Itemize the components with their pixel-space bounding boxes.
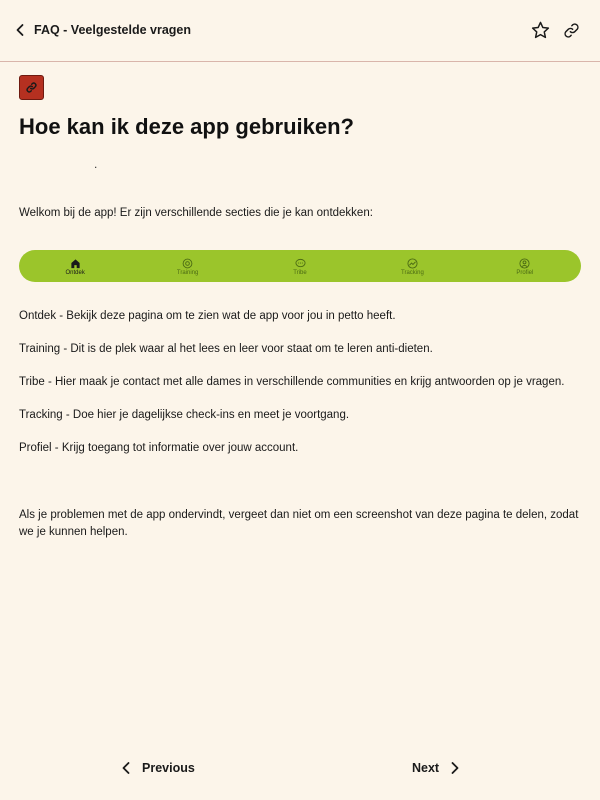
- chevron-left-icon[interactable]: [12, 22, 28, 38]
- chevron-left-icon: [118, 760, 134, 776]
- nav-preview-item-ontdek: [19, 250, 131, 282]
- nav-preview-label: Ontdek: [65, 270, 85, 276]
- nav-preview-item-tracking: [356, 250, 468, 282]
- trend-icon: [407, 258, 418, 269]
- section-description-profiel: Profiel - Krijg toegang tot informatie over jouw account.: [19, 442, 299, 454]
- home-icon: [70, 258, 81, 269]
- star-outline-icon[interactable]: [530, 20, 551, 41]
- nav-preview-item-tribe: [244, 250, 356, 282]
- nav-preview-item-profiel: [469, 250, 581, 282]
- category-badge: [19, 75, 44, 100]
- nav-preview-label: Tribe: [293, 270, 307, 276]
- header-title: FAQ - Veelgestelde vragen: [34, 23, 192, 37]
- section-description-training: Training - Dit is de plek waar al het lees en leer voor staat om te leren anti-dieten.: [19, 343, 433, 355]
- user-icon: [519, 258, 530, 269]
- chat-icon: [295, 258, 306, 269]
- nav-preview-label: Training: [176, 270, 199, 276]
- previous-label: Previous: [142, 761, 195, 775]
- stray-mark: .: [94, 157, 98, 171]
- link-icon[interactable]: [562, 21, 581, 40]
- intro-text: Welkom bij de app! Er zijn verschillende secties die je kan ontdekken:: [19, 207, 373, 219]
- previous-button[interactable]: [118, 754, 195, 782]
- closing-text: Als je problemen met de app ondervindt, vergeet dan niet om een screenshot van deze pagina te delen, zodat we je kunnen helpen.: [19, 509, 579, 538]
- nav-preview-label: Profiel: [516, 270, 534, 276]
- nav-preview-item-training: [131, 250, 243, 282]
- chevron-right-icon: [447, 760, 463, 776]
- nav-preview-label: Tracking: [401, 270, 424, 276]
- nav-bar-preview: [19, 250, 581, 282]
- link-icon: [25, 81, 38, 94]
- next-button[interactable]: [412, 754, 463, 782]
- target-icon: [182, 258, 193, 269]
- next-label: Next: [412, 761, 440, 775]
- section-description-ontdek: Ontdek - Bekijk deze pagina om te zien wat de app voor jou in petto heeft.: [19, 310, 396, 322]
- section-description-tribe: Tribe - Hier maak je contact met alle dames in verschillende communities en krijg antwoorden op je vragen.: [19, 376, 565, 388]
- section-description-tracking: Tracking - Doe hier je dagelijkse check-ins en meet je voortgang.: [19, 409, 350, 421]
- top-bar: [0, 0, 600, 62]
- page-title: Hoe kan ik deze app gebruiken?: [19, 114, 354, 139]
